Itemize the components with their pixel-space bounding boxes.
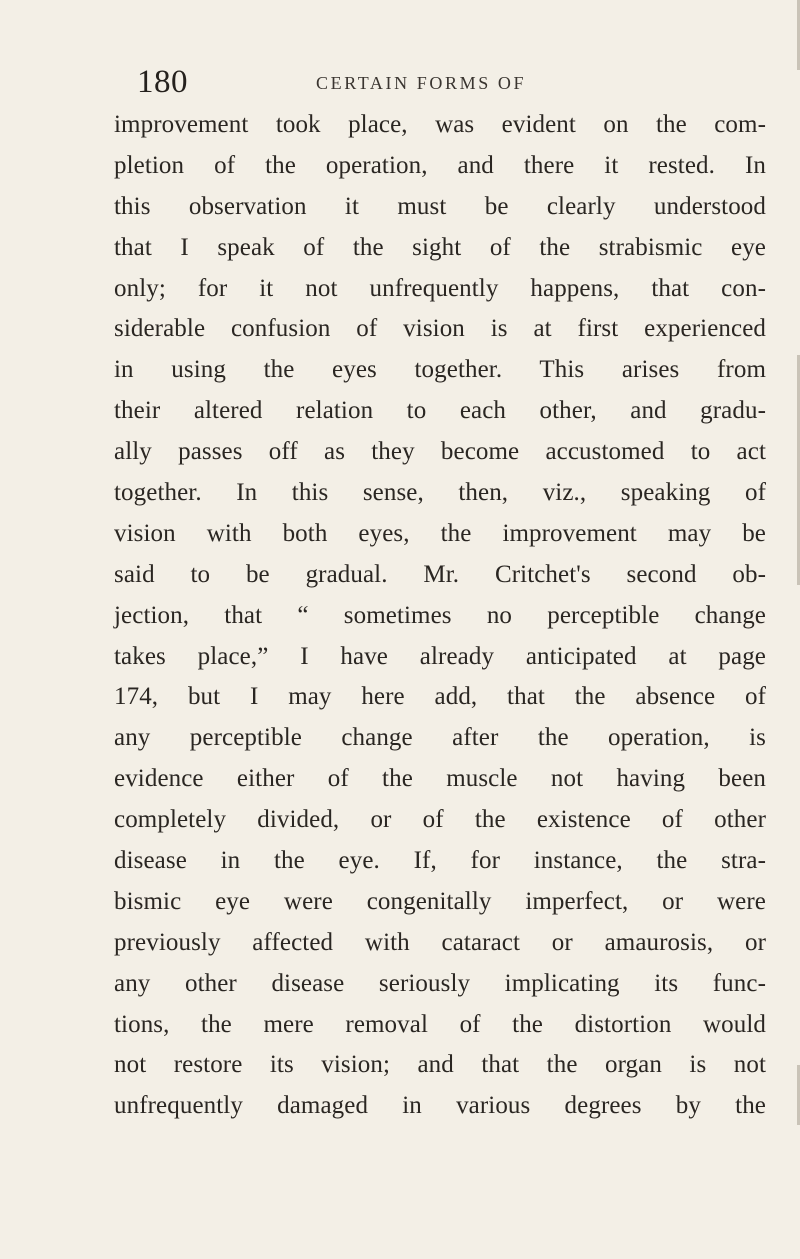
text-line: together. In this sense, then, viz., speaking of bbox=[114, 479, 766, 507]
text-line: jection, that “ sometimes no perceptible change bbox=[114, 601, 766, 629]
text-line: completely divided, or of the existence of other bbox=[114, 806, 766, 834]
text-line: only; for it not unfrequently happens, that con- bbox=[114, 274, 766, 302]
page-number: 180 bbox=[137, 64, 188, 100]
text-line: unfrequently damaged in various degrees by the bbox=[114, 1092, 766, 1120]
text-line: 174, but I may here add, that the absence of bbox=[114, 683, 766, 711]
text-line: previously affected with cataract or amaurosis, or bbox=[114, 928, 766, 956]
text-line: their altered relation to each other, and gradu- bbox=[114, 397, 766, 425]
text-line: takes place,” I have already anticipated at page bbox=[114, 642, 766, 670]
text-line: any other disease seriously implicating its func- bbox=[114, 969, 766, 997]
text-line: disease in the eye. If, for instance, the stra- bbox=[114, 847, 766, 875]
text-line: not restore its vision; and that the organ is not bbox=[114, 1051, 766, 1079]
text-line: evidence either of the muscle not having been bbox=[114, 765, 766, 793]
text-line: bismic eye were congenitally imperfect, or were bbox=[114, 887, 766, 915]
running-head: CERTAIN FORMS OF bbox=[316, 73, 527, 93]
text-line: vision with both eyes, the improvement may be bbox=[114, 519, 766, 547]
text-line: siderable confusion of vision is at first experienced bbox=[114, 315, 766, 343]
text-line: that I speak of the sight of the strabismic eye bbox=[114, 233, 766, 261]
text-line: any perceptible change after the operation, is bbox=[114, 724, 766, 752]
text-line: said to be gradual. Mr. Critchet's second ob- bbox=[114, 560, 766, 588]
text-line: ally passes off as they become accustomed to act bbox=[114, 438, 766, 466]
body-text bbox=[114, 105, 766, 1127]
text-line: pletion of the operation, and there it rested. In bbox=[114, 151, 766, 179]
text-line: in using the eyes together. This arises from bbox=[114, 356, 766, 384]
text-line: this observation it must be clearly understood bbox=[114, 192, 766, 220]
text-line: tions, the mere removal of the distortion would bbox=[114, 1010, 766, 1038]
text-line: improvement took place, was evident on the com- bbox=[114, 111, 766, 138]
